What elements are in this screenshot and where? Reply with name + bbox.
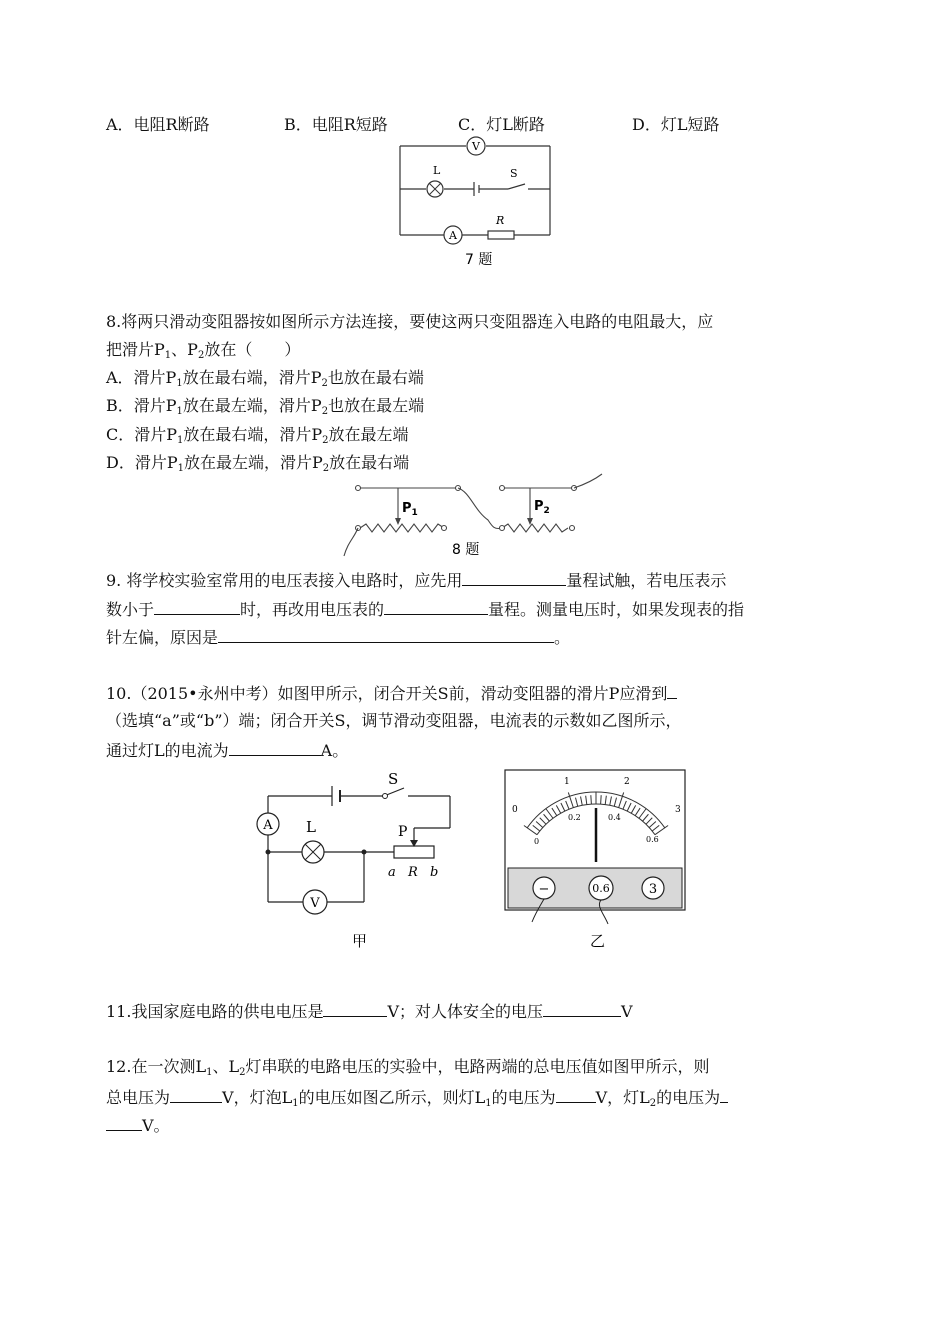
q9-blank-1[interactable]: [462, 569, 566, 586]
q7-option-b: B．电阻R短路: [284, 115, 388, 134]
q7-s-label: S: [510, 167, 518, 180]
yi-bottom-tick-1: 0.2: [568, 813, 581, 822]
yi-terminal-3: 3: [648, 882, 658, 897]
q8-option-d: D．滑片$P_1$放在最左端，滑片$P_2$放在最右端: [106, 453, 410, 474]
q7-caption: 7 题: [465, 252, 493, 268]
q9-blank-3[interactable]: [384, 598, 488, 615]
q10-ammeter-yi: [500, 766, 692, 952]
yi-top-tick-1: 1: [564, 777, 570, 787]
jia-caption: 甲: [352, 932, 368, 950]
q9-blank-2[interactable]: [154, 598, 240, 615]
yi-top-tick-3: 3: [675, 805, 681, 815]
q12-blank-2[interactable]: [556, 1086, 596, 1103]
q8-rheostat-figure: [340, 470, 610, 562]
q8-p1-label: $P_1$: [402, 501, 418, 518]
q12-blank-3a[interactable]: [720, 1086, 728, 1103]
q8-stem-line2: 把滑片$P_1$、$P_2$放在（ ）: [106, 340, 301, 361]
q11-blank-1[interactable]: [323, 1000, 387, 1017]
jia-a-terminal-label: a: [388, 865, 396, 880]
q11-blank-2[interactable]: [543, 1000, 621, 1017]
q8-stem-line1: 8.将两只滑动变阻器按如图所示方法连接，要使这两只变阻器连入电路的电阻最大，应: [106, 312, 714, 331]
q8-option-a: A．滑片$P_1$放在最右端，滑片$P_2$也放在最右端: [106, 368, 424, 389]
jia-l-label: L: [306, 818, 316, 836]
yi-caption: 乙: [590, 932, 606, 950]
q8-p2-label: $P_2$: [534, 499, 550, 516]
q9-line2: 数小于 时，再改用电压表的 量程。测量电压时，如果发现表的指: [106, 600, 745, 619]
q10-line2: （选填“a”或“b”）端；闭合开关S，调节滑动变阻器，电流表的示数如乙图所示，: [106, 711, 682, 730]
yi-bottom-tick-2: 0.4: [608, 813, 621, 822]
q7-option-c: C．灯L断路: [458, 115, 545, 134]
q12-blank-3b[interactable]: [106, 1114, 142, 1131]
dial-tick: [591, 795, 592, 804]
yi-terminal-06: 0.6: [592, 882, 610, 895]
yi-bottom-tick-3: 0.6: [646, 835, 659, 844]
yi-bottom-tick-0: 0: [534, 837, 540, 846]
q7-option-a: A．电阻R断路: [106, 115, 210, 134]
q8-option-c: C．滑片$P_1$放在最右端，滑片$P_2$放在最左端: [106, 425, 409, 446]
jia-s-label: S: [388, 770, 399, 788]
q12-line1: 12.在一次测$L_1$、$L_2$灯串联的电路电压的实验中，电路两端的总电压值如图甲所示，则: [106, 1057, 710, 1078]
q10-line3: 通过灯L的电流为 A。: [106, 741, 349, 760]
q12-line2: 总电压为 V，灯泡$L_1$的电压如图乙所示，则灯$L_1$的电压为 V，灯$L_2$的电压为: [106, 1086, 728, 1114]
q8-option-b: B．滑片$P_1$放在最左端，滑片$P_2$也放在最左端: [106, 396, 425, 417]
jia-a-label: A: [263, 818, 273, 833]
q9-line1: 9. 将学校实验室常用的电压表接入电路时，应先用 量程试触，若电压表示: [106, 571, 727, 590]
q7-circuit-figure: [390, 132, 560, 272]
q7-l-label: L: [433, 164, 441, 177]
jia-b-terminal-label: b: [430, 865, 439, 880]
q10-blank-2[interactable]: [229, 739, 321, 756]
q10-line1: 10.（2015•永州中考）如图甲所示，闭合开关S前，滑动变阻器的滑片P应滑到: [106, 682, 677, 704]
q7-option-d: D．灯L短路: [632, 115, 720, 134]
q9-blank-4[interactable]: [218, 626, 554, 643]
q7-v-label: V: [472, 140, 480, 153]
jia-v-label: V: [310, 896, 320, 911]
q8-caption: 8 题: [452, 542, 480, 558]
q7-a-label: A: [449, 229, 457, 242]
q11-line: 11.我国家庭电路的供电电压是 V；对人体安全的电压 V: [106, 1002, 633, 1021]
yi-terminal-neg: −: [538, 882, 550, 897]
q7-r-label: R: [496, 214, 505, 227]
q9-line3: 针左偏，原因是 。: [106, 628, 571, 647]
jia-r-label: R: [408, 865, 418, 880]
jia-p-label: P: [398, 824, 408, 840]
q12-line3: V。: [106, 1114, 170, 1136]
q10-circuit-jia: [248, 766, 468, 956]
q10-blank-1[interactable]: [667, 682, 677, 699]
dial-tick: [601, 795, 602, 804]
yi-top-tick-2: 2: [624, 777, 630, 787]
q12-blank-1[interactable]: [170, 1086, 222, 1103]
yi-top-tick-0: 0: [512, 805, 518, 815]
